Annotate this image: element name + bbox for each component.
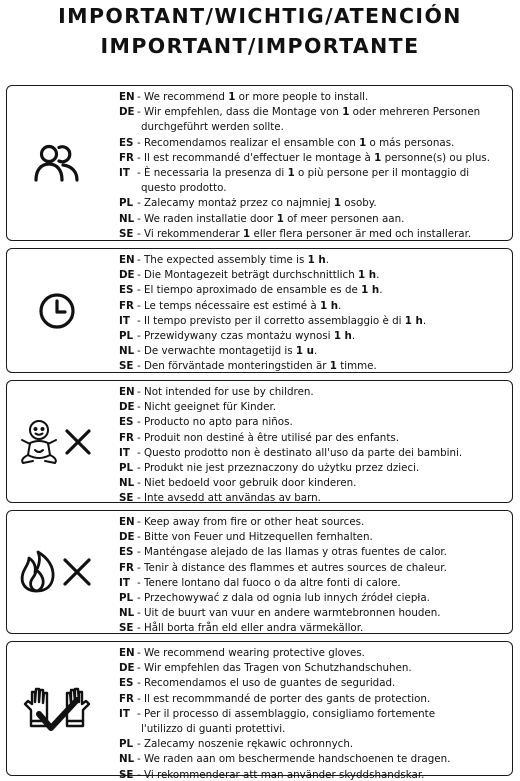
instruction-line: SE - Håll borta från eld eller andra värmekällor. <box>119 621 510 636</box>
instruction-text: Not intended for use by children. <box>144 386 314 398</box>
instruction-line: FR - Produit non destiné à être utilisé par des enfants. <box>119 431 510 446</box>
instruction-text: We raden aan om beschermende handschoenen te dragen. <box>144 753 451 766</box>
title-line-2: IMPORTANT/IMPORTANTE <box>100 34 420 58</box>
instruction-text: Przewidywany czas montażu wynosi <box>144 330 334 343</box>
emphasis-value: 1 h <box>319 299 339 312</box>
instruction-line: SE - Vi rekommenderar att man använder skyddshandskar. <box>119 768 510 781</box>
gloves-icon <box>21 686 93 732</box>
instruction-line: SE - Den förväntade monteringstiden är 1 timme. <box>119 359 510 374</box>
instruction-text: We raden installatie door <box>144 212 277 225</box>
instruction-line: IT - Tenere lontano dal fuoco o da altre fonti di calore. <box>119 576 510 591</box>
instruction-text: oder mehreren Personen <box>349 106 481 119</box>
instruction-line: EN - Keep away from fire or other heat sources. <box>119 515 510 530</box>
instruction-text: Produkt nie jest przeznaczony do użytku przez dzieci. <box>144 462 420 475</box>
instruction-line: EN - The expected assembly time is 1 h. <box>119 253 510 268</box>
instruction-text: personne(s) ou plus. <box>381 151 491 164</box>
instruction-line: DE - Die Montagezeit beträgt durchschnittlich 1 h. <box>119 268 510 283</box>
instruction-text: . <box>325 254 329 266</box>
emphasis-value: 1 h <box>307 254 326 266</box>
instruction-line: PL - Przewidywany czas montażu wynosi 1 h. <box>119 329 510 344</box>
instruction-line: ES - Recomendamos realizar el ensamble con 1 o más personas. <box>119 136 510 151</box>
instruction-line: DE - Bitte von Feuer und Hitzequellen fernhalten. <box>119 530 510 545</box>
language-code: FR <box>119 692 134 705</box>
section-gloves <box>6 641 513 781</box>
instruction-text: Keep away from fire or other heat sources. <box>144 516 365 528</box>
instruction-text: Recomendamos el uso de guantes de seguridad. <box>144 677 396 690</box>
instruction-line: DE - Nicht geeignet für Kinder. <box>119 400 510 415</box>
emphasis-value: 1 <box>228 91 236 103</box>
instruction-line: IT - Il tempo previsto per il corretto assemblaggio è di 1 h. <box>119 314 510 329</box>
language-code: EN <box>119 91 135 103</box>
instruction-text: Inte avsedd att användas av barn. <box>144 492 321 505</box>
language-code: DE <box>119 531 135 544</box>
instruction-line: ES - Producto no apto para niños. <box>119 415 510 430</box>
instruction-text: Il tempo previsto per il corretto assemblaggio è di <box>144 314 405 327</box>
language-code: SE <box>119 622 134 635</box>
instruction-text: The expected assembly time is <box>144 254 308 266</box>
language-code: EN <box>119 516 135 528</box>
instruction-line: NL - Uit de buurt van vuur en andere warmtebronnen houden. <box>119 606 510 621</box>
instruction-text: Wir empfehlen das Tragen von Schutzhandschuhen. <box>144 662 412 675</box>
instruction-text: Producto no apto para niños. <box>144 416 293 429</box>
instruction-text: Recomendamos realizar el ensamble con <box>144 136 360 149</box>
language-code: SE <box>119 227 134 240</box>
language-code: PL <box>119 330 134 343</box>
clock-icon <box>38 292 76 330</box>
instruction-line: FR - Tenir à distance des flammes et autres sources de chaleur. <box>119 561 510 576</box>
title-line-1: IMPORTANT/WICHTIG/ATENCIÓN <box>58 4 462 28</box>
language-code: DE <box>119 269 135 282</box>
instruction-text: We recommend <box>144 91 229 103</box>
instruction-text: o más personas. <box>366 136 455 149</box>
language-code: PL <box>119 197 134 210</box>
language-code: FR <box>119 299 134 312</box>
instruction-text: Produit non destiné à être utilisé par des enfants. <box>144 431 400 444</box>
language-code: IT <box>119 167 130 180</box>
instruction-line: FR - Il est recommmandé de porter des gants de protection. <box>119 692 510 707</box>
instruction-line: IT - È necessaria la presenza di 1 o più persone per il montaggio di <box>119 166 510 181</box>
language-code: FR <box>119 151 134 164</box>
instruction-line: PL - Zalecamy montaż przez co najmniej 1 osoby. <box>119 196 510 211</box>
instruction-line: FR - Il est recommandé d'effectuer le montage à 1 personne(s) ou plus. <box>119 151 510 166</box>
instruction-line: SE - Vi rekommenderar 1 eller flera personer är med och installerar. <box>119 227 510 242</box>
instruction-line: FR - Le temps nécessaire est estimé à 1 h. <box>119 299 510 314</box>
instruction-text: osoby. <box>341 197 377 210</box>
language-code: SE <box>119 360 134 373</box>
instruction-line: IT - Per il processo di assemblaggio, consigliamo fortemente <box>119 707 510 722</box>
instruction-text: Nicht geeignet für Kinder. <box>144 401 277 414</box>
section-installers <box>6 85 513 241</box>
section-fire-warning <box>6 510 513 634</box>
instruction-line: EN - We recommend 1 or more people to install. <box>119 90 510 105</box>
instruction-line: EN - We recommend wearing protective gloves. <box>119 646 510 661</box>
instruction-text: Il est recommmandé de porter des gants de protection. <box>144 692 431 705</box>
instruction-text: . <box>376 269 380 282</box>
emphasis-value: 1 h <box>361 284 380 297</box>
instruction-line: ES - Recomendamos el uso de guantes de seguridad. <box>119 676 510 691</box>
instruction-text: Il est recommandé d'effectuer le montage à <box>144 151 375 164</box>
language-code: DE <box>119 401 135 414</box>
instruction-text: Tenir à distance des flammes et autres sources de chaleur. <box>144 561 447 574</box>
instruction-text: . <box>351 330 356 343</box>
language-code: PL <box>119 738 134 751</box>
instruction-text: È necessaria la presenza di <box>144 167 288 180</box>
instruction-text: . <box>422 314 427 327</box>
language-code: EN <box>119 254 135 266</box>
instruction-text: l'utilizzo di guanti protettivi. <box>141 723 286 736</box>
instruction-line: NL - We raden aan om beschermende handschoenen te dragen. <box>119 752 510 767</box>
instruction-line: NL - De verwachte montagetijd is 1 u. <box>119 344 510 359</box>
instruction-line: EN - Not intended for use by children. <box>119 385 510 400</box>
instruction-line <box>119 120 510 135</box>
section-children-warning <box>6 380 513 503</box>
language-code: NL <box>119 753 135 766</box>
language-code: NL <box>119 345 135 358</box>
emphasis-value: 1 h <box>404 314 423 327</box>
emphasis-value: 1 h <box>333 330 352 343</box>
language-code: PL <box>119 462 134 475</box>
instruction-line: NL - We raden installatie door 1 of meer personen aan. <box>119 212 510 227</box>
instruction-text: Vi rekommenderar att man använder skyddshandskar. <box>144 768 425 781</box>
language-code: ES <box>119 136 134 149</box>
instruction-text: . <box>314 345 318 358</box>
language-code: ES <box>119 416 134 429</box>
language-code: NL <box>119 477 135 490</box>
language-code: FR <box>119 561 134 574</box>
instruction-text: Wir empfehlen, dass die Montage von <box>144 106 343 119</box>
emphasis-value: 1 u <box>295 345 314 358</box>
language-code: NL <box>119 607 135 620</box>
language-code: ES <box>119 284 134 297</box>
emphasis-value: 1 h <box>358 269 377 282</box>
language-code: SE <box>119 492 134 505</box>
instruction-line: ES - Manténgase alejado de las llamas y otras fuentes de calor. <box>119 545 510 560</box>
instruction-text: Uit de buurt van vuur en andere warmtebronnen houden. <box>144 607 441 620</box>
instruction-text: Håll borta från eld eller andra värmekällor. <box>144 622 364 635</box>
language-code: EN <box>119 386 135 398</box>
emphasis-value: 1 <box>342 106 350 119</box>
language-code: ES <box>119 677 134 690</box>
instruction-text: Zalecamy noszenie rękawic ochronnych. <box>144 738 354 751</box>
emphasis-value: 1 <box>329 360 337 373</box>
no-fire-icon <box>17 549 97 595</box>
instruction-line: NL - Niet bedoeld voor gebruik door kinderen. <box>119 476 510 491</box>
instruction-line <box>119 722 510 737</box>
language-code: ES <box>119 546 134 559</box>
instruction-text: questo prodotto. <box>141 182 227 195</box>
instruction-text: De verwachte montagetijd is <box>144 345 296 358</box>
language-code: PL <box>119 592 134 605</box>
people-icon <box>34 143 80 183</box>
instruction-line: PL - Produkt nie jest przeznaczony do użytku przez dzieci. <box>119 461 510 476</box>
language-code: IT <box>119 707 130 720</box>
language-code: FR <box>119 431 134 444</box>
instruction-text: Questo prodotto non è destinato all'uso da parte dei bambini. <box>144 446 463 459</box>
instruction-text: Niet bedoeld voor gebruik door kinderen. <box>144 477 357 490</box>
instruction-text: Vi rekommenderar <box>144 227 244 240</box>
instruction-text: . <box>379 284 383 297</box>
emphasis-value: 1 <box>243 227 251 240</box>
language-code: IT <box>119 446 130 459</box>
instruction-text: Przechowywać z dala od ognia lub innych źródeł ciepła. <box>144 592 430 605</box>
emphasis-value: 1 <box>374 151 382 164</box>
instruction-text: eller flera personer är med och installerar. <box>250 227 472 240</box>
instruction-text: Manténgase alejado de las llamas y otras fuentes de calor. <box>144 546 447 559</box>
instruction-text: . <box>338 299 342 312</box>
instruction-text: Zalecamy montaż przez co najmniej <box>144 197 334 210</box>
instruction-line: PL - Przechowywać z dala od ognia lub innych źródeł ciepła. <box>119 591 510 606</box>
instruction-line <box>119 181 510 196</box>
instruction-text: o più persone per il montaggio di <box>294 167 470 180</box>
instruction-text: Bitte von Feuer und Hitzequellen fernhalten. <box>144 531 373 544</box>
emphasis-value: 1 <box>276 212 284 225</box>
instruction-line: SE - Inte avsedd att användas av barn. <box>119 491 510 506</box>
language-code: IT <box>119 314 130 327</box>
language-code: NL <box>119 212 135 225</box>
instruction-text: Den förväntade monteringstiden är <box>144 360 330 373</box>
instruction-text: El tiempo aproximado de ensamble es de <box>144 284 362 297</box>
instruction-text: Die Montagezeit beträgt durchschnittlich <box>144 269 358 282</box>
instruction-text: timme. <box>336 360 377 373</box>
section-assembly-time <box>6 248 513 373</box>
instruction-text: Le temps nécessaire est estimé à <box>144 299 320 312</box>
instruction-text: Tenere lontano dal fuoco o da altre fonti di calore. <box>144 576 401 589</box>
language-code: DE <box>119 106 135 119</box>
instruction-text: We recommend wearing protective gloves. <box>144 647 365 659</box>
instruction-text: durchgeführt werden sollte. <box>141 121 284 134</box>
instruction-line: DE - Wir empfehlen das Tragen von Schutzhandschuhen. <box>119 661 510 676</box>
emphasis-value: 1 <box>359 136 367 149</box>
no-children-icon <box>17 417 97 467</box>
instruction-text: of meer personen aan. <box>283 212 405 225</box>
emphasis-value: 1 <box>333 197 341 210</box>
language-code: IT <box>119 576 130 589</box>
language-code: SE <box>119 768 134 781</box>
instruction-line: PL - Zalecamy noszenie rękawic ochronnych. <box>119 737 510 752</box>
language-code: EN <box>119 647 135 659</box>
instruction-text: Per il processo di assemblaggio, consigliamo fortemente <box>144 707 436 720</box>
instruction-line: IT - Questo prodotto non è destinato all'uso da parte dei bambini. <box>119 446 510 461</box>
language-code: DE <box>119 662 135 675</box>
instruction-line: ES - El tiempo aproximado de ensamble es de 1 h. <box>119 283 510 298</box>
emphasis-value: 1 <box>287 167 295 180</box>
instruction-line: DE - Wir empfehlen, dass die Montage von 1 oder mehreren Personen <box>119 105 510 120</box>
instruction-text: or more people to install. <box>235 91 369 103</box>
